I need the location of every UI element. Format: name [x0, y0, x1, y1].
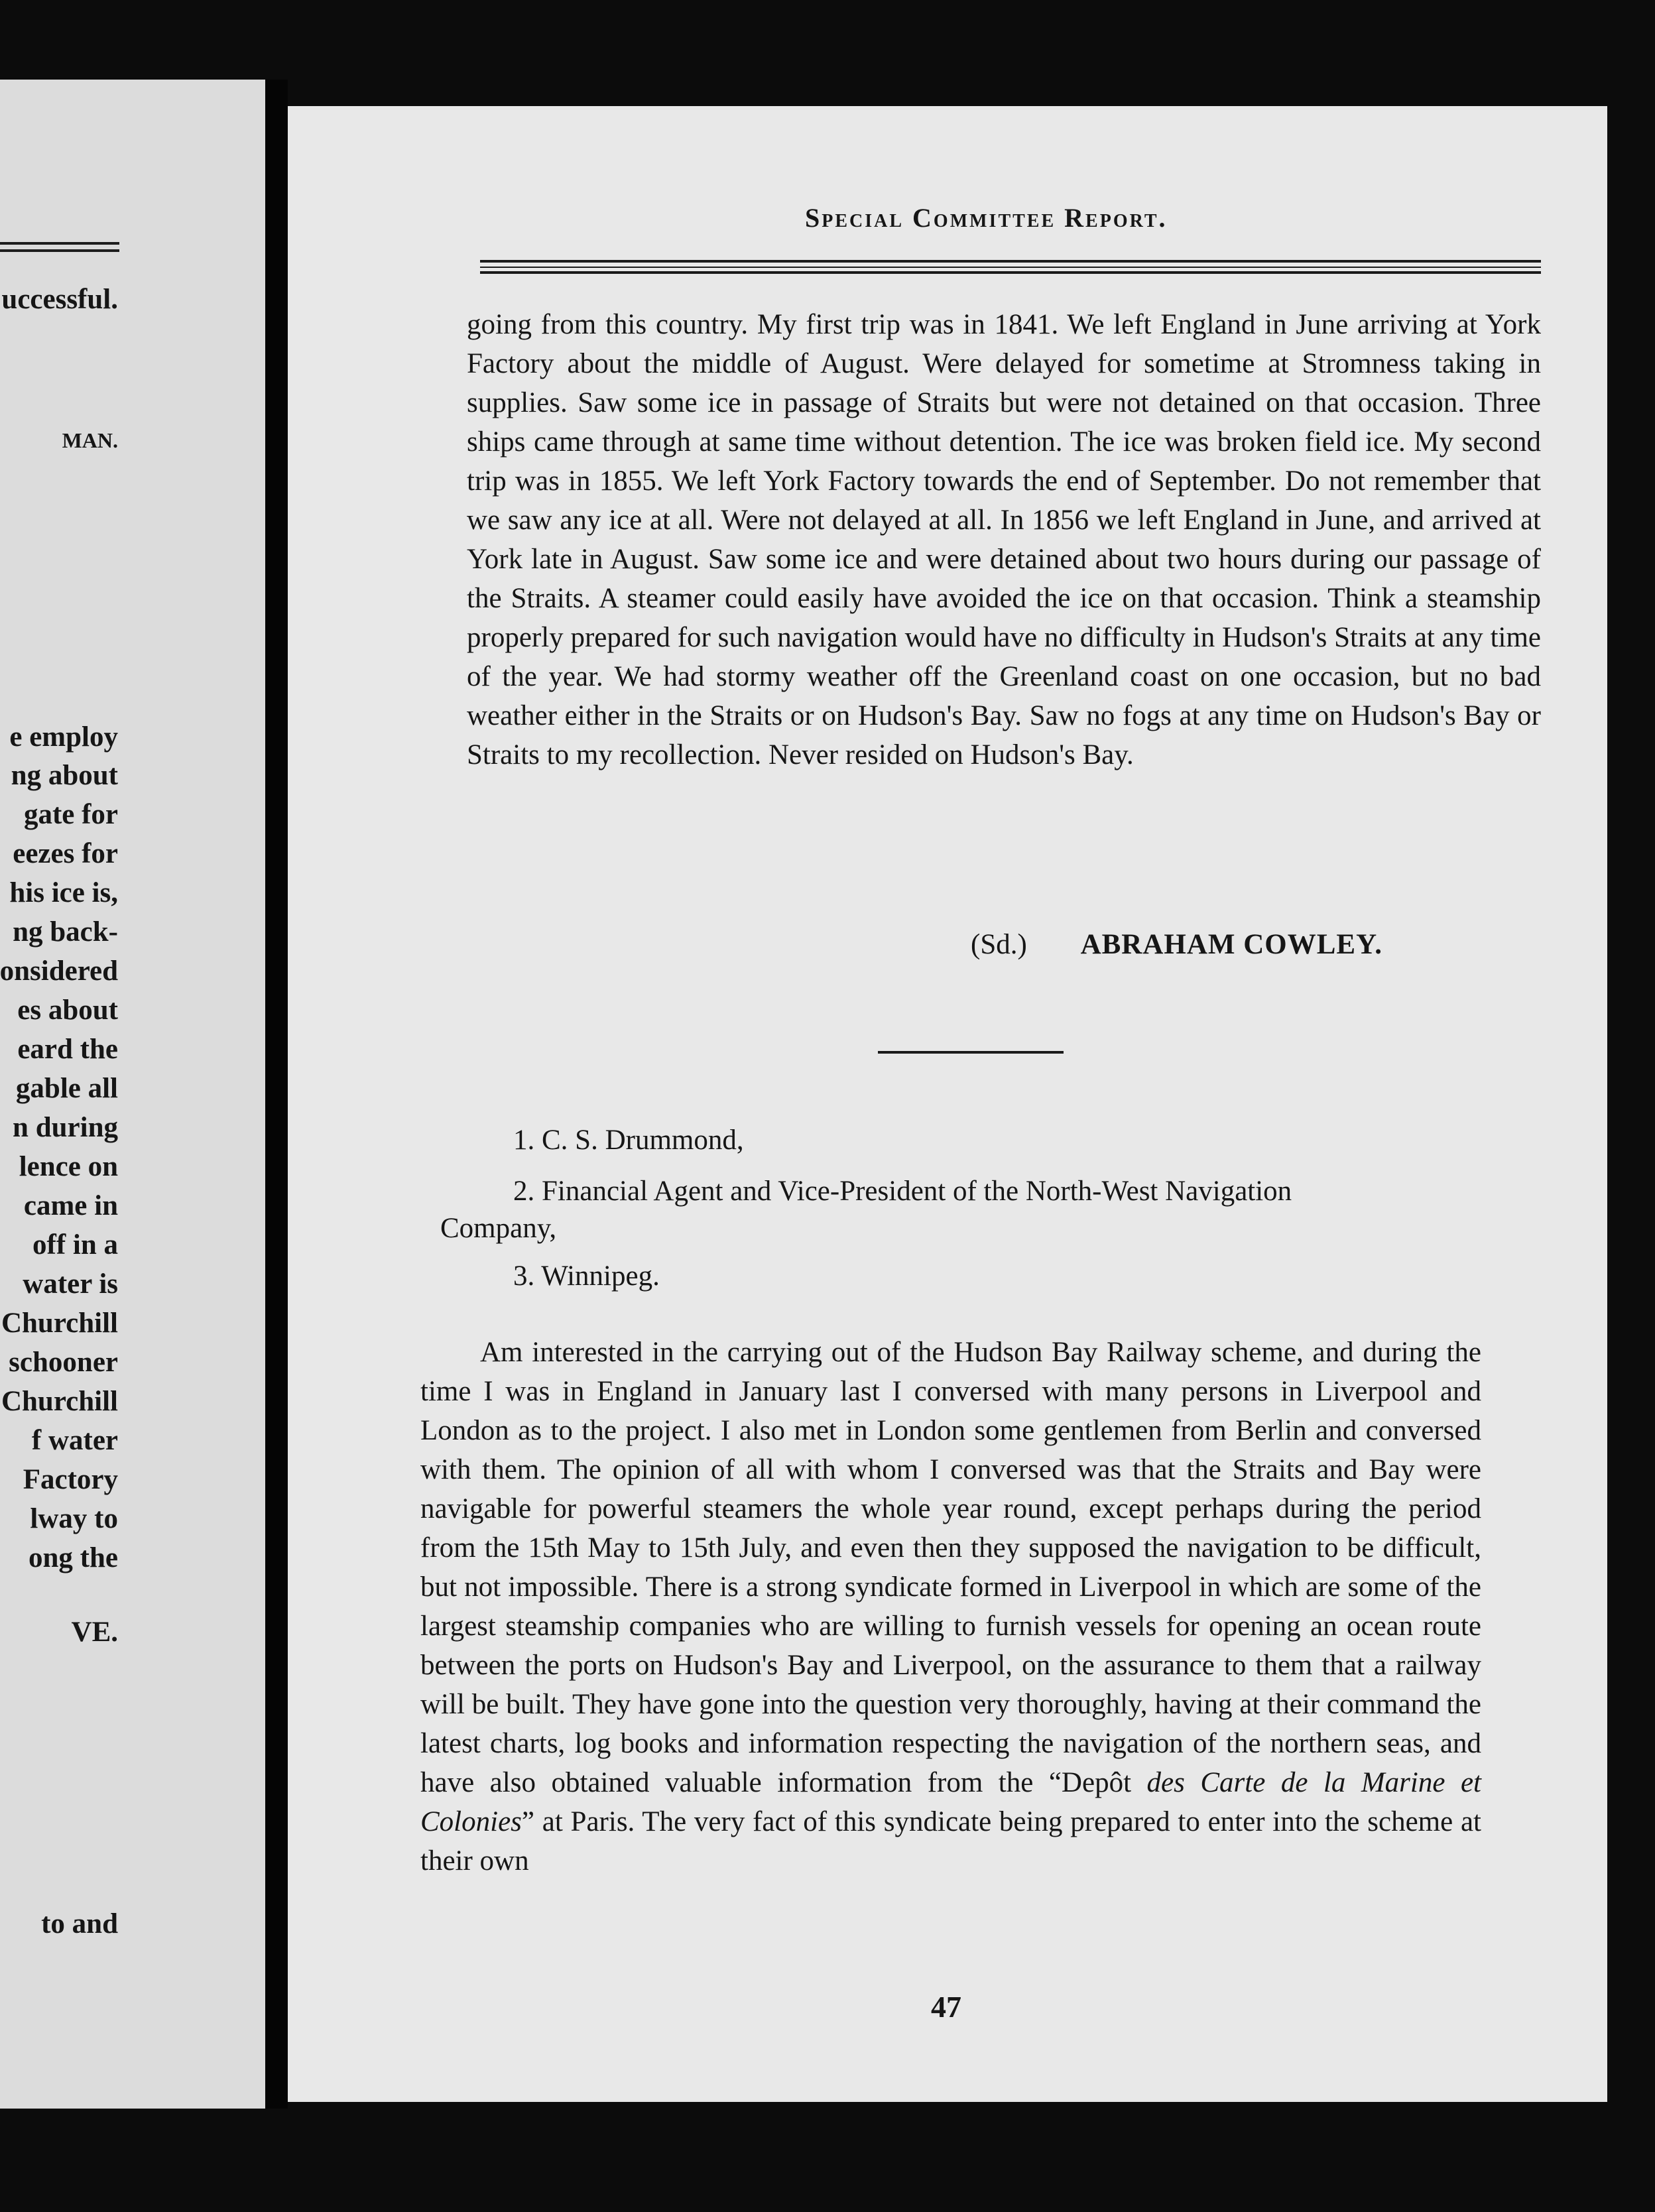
left-page-line: Churchill — [1, 1386, 118, 1417]
witness-occupation-continued: Company, — [440, 1213, 557, 1244]
left-page-line: off in a — [32, 1229, 118, 1260]
signature — [971, 928, 1382, 961]
header-rule — [480, 260, 1541, 263]
left-page-line: e employ — [9, 721, 118, 753]
left-page-line: to and — [41, 1908, 118, 1939]
running-head: Special Committee Report. — [805, 203, 1168, 233]
book-gutter — [265, 80, 288, 2109]
page-number: 47 — [931, 1990, 961, 2024]
section-separator — [878, 1051, 1064, 1054]
left-page-line: f water — [31, 1425, 118, 1456]
left-page-rule — [0, 242, 119, 245]
page — [288, 106, 1607, 2102]
paragraph: Am interested in the carrying out of the Hudson Bay Railway scheme, and during the time I was in England in January last I conversed with many persons in Liverpool and London as to the project. I also met in London some gentlemen from Berlin and conversed with them. The opinion of all with whom I conversed was that the Straits and Bay were navigable for powerful steamers the whole year round, except perhaps during the period from the 15th May to 15th July, and even then they supposed the navigation to be difficult, but not impossible. There is a strong syndicate formed in Liverpool in which are some of the largest steamship companies who are willing to furnish vessels for opening an ocean route between the ports on Hudson's Bay and Liverpool, on the assurance to them that a railway will be built. They have gone into the question very thoroughly, having at their command the latest charts, log books and information respecting the navigation of the northern seas, and have also obtained valuable information from the “Depôt des Carte de la Marine et Colonies” at Paris. The very fact of this syndicate being prepared to enter into the scheme at their own — [420, 1337, 1481, 1876]
header-rule — [480, 271, 1541, 274]
left-page-line: ng back- — [13, 916, 118, 948]
left-page-line: lway to — [30, 1503, 118, 1534]
left-page-line: schooner — [9, 1347, 118, 1378]
signature-name: ABRAHAM COWLEY. — [1080, 929, 1382, 960]
left-page-line: MAN. — [62, 428, 118, 452]
left-page-rule — [0, 249, 119, 252]
left-page-line: lence on — [19, 1151, 118, 1182]
left-page-line: eard the — [17, 1034, 118, 1065]
left-page-line: gate for — [23, 799, 118, 830]
left-page-line: ng about — [11, 760, 118, 791]
left-page-line: ong the — [29, 1542, 118, 1573]
left-page-fragment — [0, 80, 265, 2109]
left-page-line: his ice is, — [9, 877, 118, 908]
witness-residence: 3. Winnipeg. — [513, 1260, 660, 1292]
witness-name: 1. C. S. Drummond, — [513, 1125, 744, 1156]
left-page-line: Churchill — [1, 1308, 118, 1339]
witness-occupation: 2. Financial Agent and Vice-President of the North-West Navigation — [513, 1176, 1292, 1207]
left-page-line: gable all — [15, 1073, 118, 1104]
testimony-cowley — [467, 305, 1541, 774]
signature-prefix: (Sd.) — [971, 929, 1027, 960]
left-page-line: Factory — [23, 1464, 118, 1495]
header-rule — [480, 267, 1541, 268]
left-page-line: es about — [17, 995, 118, 1026]
left-page-line: n during — [13, 1112, 118, 1143]
testimony-drummond — [420, 1333, 1481, 1880]
paragraph: going from this country. My first trip was in 1841. We left England in June arriving at York Factory about the middle of August. Were delayed for sometime at Stromness taking in supplies. Saw some ice in passage of Straits but were not detained on that occasion. Three ships came through at same time without detention. The ice was broken field ice. My second trip was in 1855. We left York Factory towards the end of September. Do not remember that we saw any ice at all. Were not delayed at all. In 1856 we left England in June, and arrived at York late in August. Saw some ice and were detained about two hours during our passage of the Straits. A steamer could easily have avoided the ice on that occasion. Think a steamship properly prepared for such navigation would have no difficulty in Hudson's Straits at any time of the year. We had stormy weather off the Greenland coast on one occasion, but no bad weather either in the Straits or on Hudson's Bay. Saw no fogs at any time on Hudson's Bay or Straits to my recollection. Never resided on Hudson's Bay. — [467, 309, 1541, 770]
left-page-line: onsidered — [0, 955, 118, 987]
left-page-line: uccessful. — [1, 284, 118, 315]
left-page-line: VE. — [71, 1617, 118, 1648]
left-page-line: eezes for — [13, 838, 118, 869]
left-page-line: came in — [23, 1190, 118, 1221]
left-page-line: water is — [23, 1268, 118, 1300]
